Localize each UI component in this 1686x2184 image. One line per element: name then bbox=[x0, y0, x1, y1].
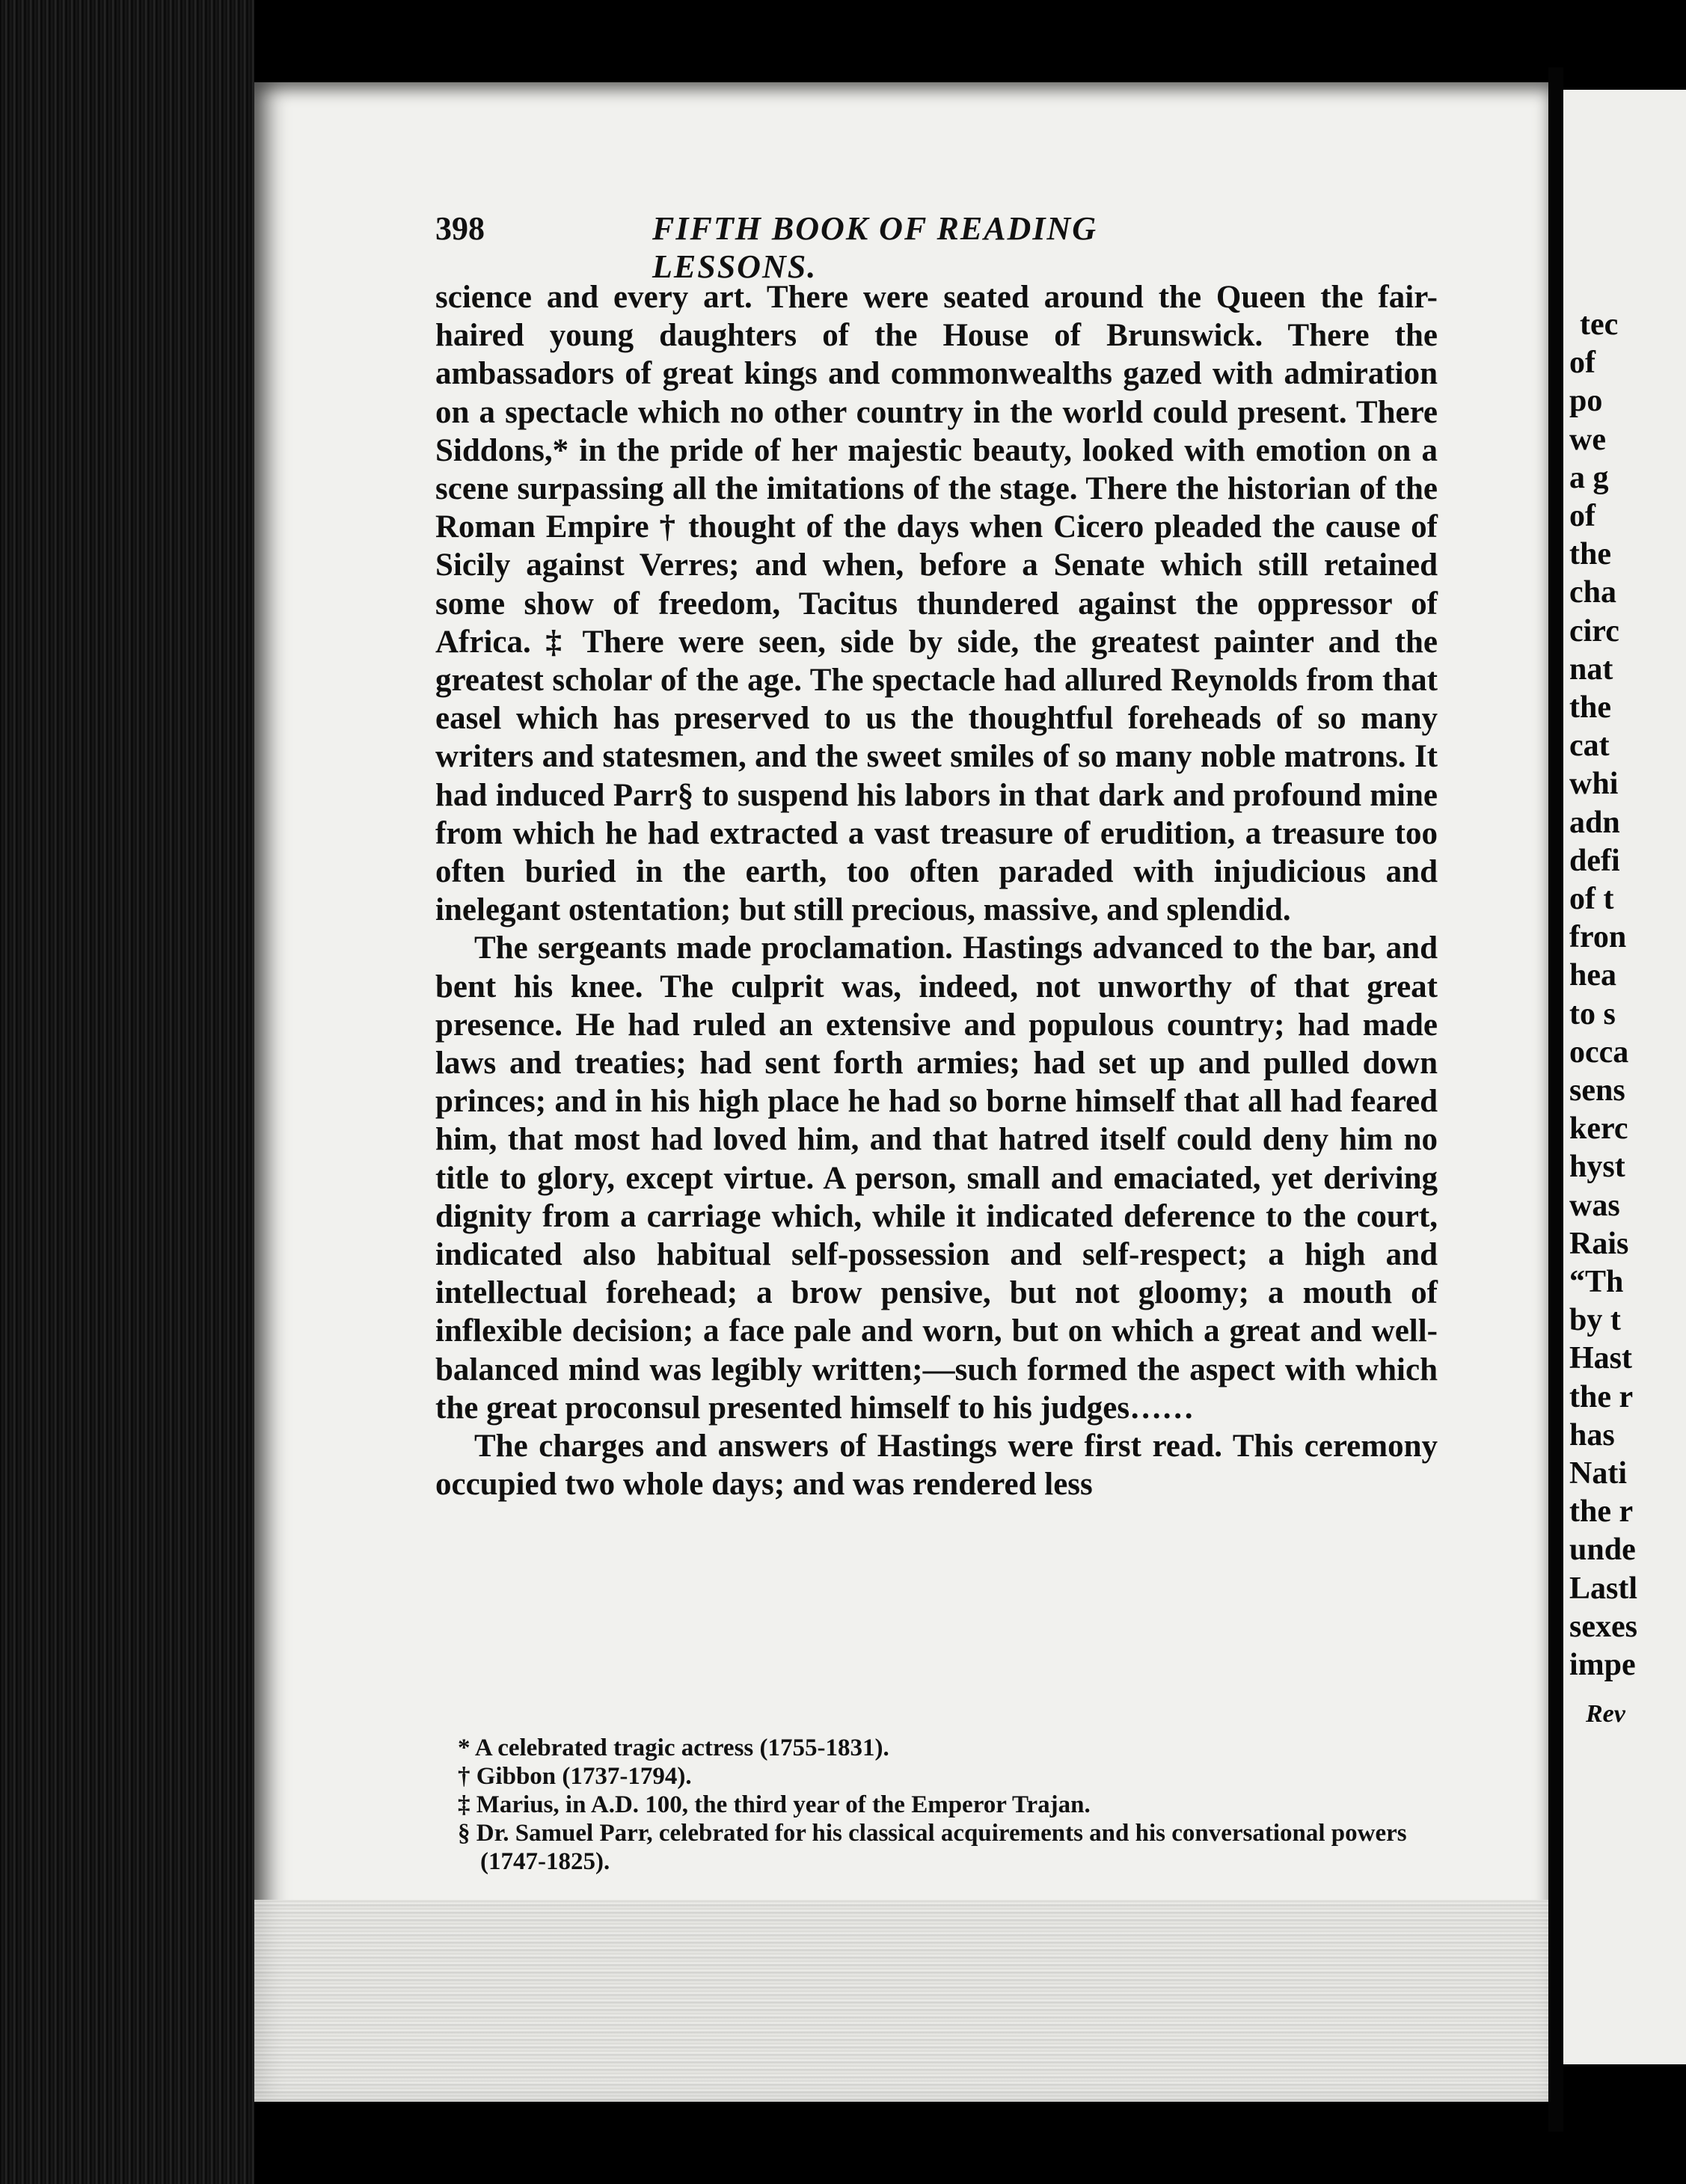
paragraph: science and every art. There were seated around the Queen the fair-haired young daughters of the House of Brunswick. There the ambassadors of great kings and commonwealths gazed with admiration on a spectacle which no other country in the world could present. There Siddons,* in the pride of her majestic beauty, looked with emotion on a scene surpassing all the imitations of the stage. There the historian of the Roman Empire † thought of the days when Cicero pleaded the cause of Sicily against Verres; and when, before a Senate which still retained some show of freedom, Tacitus thundered against the oppressor of Africa. ‡ There were seen, side by side, the greatest painter and the greatest scholar of the age. The spectacle had allured Reynolds from that easel which has preserved to us the thoughtful foreheads of so many writers and statesmen, and the sweet smiles of so many noble matrons. It had induced Parr§ to suspend his labors in that dark and profound mine from which he had extracted a vast treasure of erudition, a treasure too often buried in the earth, too often paraded with injudicious and inelegant ostentation; but still precious, massive, and splendid. bbox=[435, 280, 1438, 928]
facing-line-fragment: cha bbox=[1569, 575, 1616, 610]
footnote: † Gibbon (1737-1794). bbox=[458, 1763, 692, 1790]
facing-line-fragment: by t bbox=[1569, 1303, 1621, 1338]
facing-line-fragment: Rais bbox=[1569, 1226, 1629, 1261]
facing-line-fragment: Nati bbox=[1569, 1456, 1627, 1491]
facing-line-fragment: sens bbox=[1569, 1073, 1625, 1108]
facing-line-fragment: hea bbox=[1569, 958, 1616, 993]
facing-line-fragment: whi bbox=[1569, 767, 1619, 802]
body-text bbox=[435, 278, 1438, 1504]
facing-line-fragment: defi bbox=[1569, 843, 1620, 878]
footnotes bbox=[435, 1734, 1438, 1876]
page-number: 398 bbox=[435, 210, 485, 247]
facing-line-fragment: circ bbox=[1569, 613, 1619, 648]
facing-line-fragment: has bbox=[1569, 1417, 1615, 1453]
facing-line-fragment: cat bbox=[1569, 728, 1610, 764]
facing-line-fragment: the bbox=[1569, 690, 1611, 725]
book-spine-edge bbox=[0, 0, 254, 2184]
facing-line-fragment: of bbox=[1569, 346, 1595, 381]
facing-line-fragment: unde bbox=[1569, 1533, 1636, 1568]
facing-line-fragment: Hast bbox=[1569, 1341, 1632, 1376]
facing-line-fragment: sexes bbox=[1569, 1609, 1637, 1644]
facing-line-fragment: kerc bbox=[1569, 1111, 1628, 1147]
facing-line-fragment: occa bbox=[1569, 1034, 1629, 1070]
facing-line-fragment: “Th bbox=[1569, 1265, 1624, 1299]
facing-line-fragment: po bbox=[1569, 384, 1603, 419]
page-gutter bbox=[1548, 67, 1563, 2132]
paragraph: The charges and answers of Hastings were first read. This ceremony occupied two whole days; and was rendered less bbox=[435, 1429, 1438, 1503]
facing-line-fragment: a g bbox=[1569, 460, 1609, 495]
facing-line-fragment: tec bbox=[1580, 307, 1619, 342]
facing-line-fragment: adn bbox=[1569, 805, 1620, 840]
facing-line-fragment: impe bbox=[1569, 1648, 1636, 1682]
footnote: § Dr. Samuel Parr, celebrated for his classical acquirements and his conversational powers (1747-1825). bbox=[458, 1820, 1407, 1875]
facing-line-fragment: was bbox=[1569, 1188, 1620, 1223]
facing-line-fragment: the r bbox=[1569, 1379, 1634, 1414]
facing-line-fragment: hyst bbox=[1569, 1150, 1625, 1185]
facing-line-fragment: we bbox=[1569, 422, 1606, 457]
facing-line-fragment: of t bbox=[1569, 882, 1614, 916]
facing-line-fragment: fron bbox=[1569, 920, 1627, 955]
facing-line-fragment: to s bbox=[1569, 996, 1616, 1031]
page-bottom-edge bbox=[254, 1900, 1548, 2102]
facing-line-fragment: Lastl bbox=[1569, 1571, 1638, 1606]
paragraph: The sergeants made proclamation. Hastings advanced to the bar, and bent his knee. The culprit was, indeed, not unworthy of that great presence. He had ruled an extensive and populous country; had made laws and treaties; had sent forth armies; had set up and pulled down princes; and in his high place he had so borne himself that all had feared him, that most had loved him, and that hatred itself could deny him no title to glory, except virtue. A person, small and emaciated, yet deriving dignity from a carriage which, while it indicated deference to the court, indicated also habitual self-possession and self-respect; a high and intellectual forehead; a brow pensive, but not gloomy; a mouth of inflexible decision; a face pale and worn, but on which a great and well-balanced mind was legibly written;—such formed the aspect with which the great proconsul presented himself to his judges…… bbox=[435, 930, 1438, 1426]
footnote: * A celebrated tragic actress (1755-1831). bbox=[458, 1734, 889, 1761]
facing-line-fragment: of bbox=[1569, 499, 1595, 533]
facing-line-fragment: the r bbox=[1569, 1494, 1634, 1530]
facing-line-fragment: nat bbox=[1569, 651, 1613, 687]
footnote: ‡ Marius, in A.D. 100, the third year of the Emperor Trajan. bbox=[458, 1791, 1091, 1818]
facing-page-fragment bbox=[1563, 90, 1686, 2064]
facing-line-fragment: Rev bbox=[1586, 1700, 1625, 1729]
facing-line-fragment: the bbox=[1569, 537, 1611, 572]
running-title: FIFTH BOOK OF READING LESSONS. bbox=[652, 210, 1097, 285]
page-header bbox=[435, 209, 1251, 285]
